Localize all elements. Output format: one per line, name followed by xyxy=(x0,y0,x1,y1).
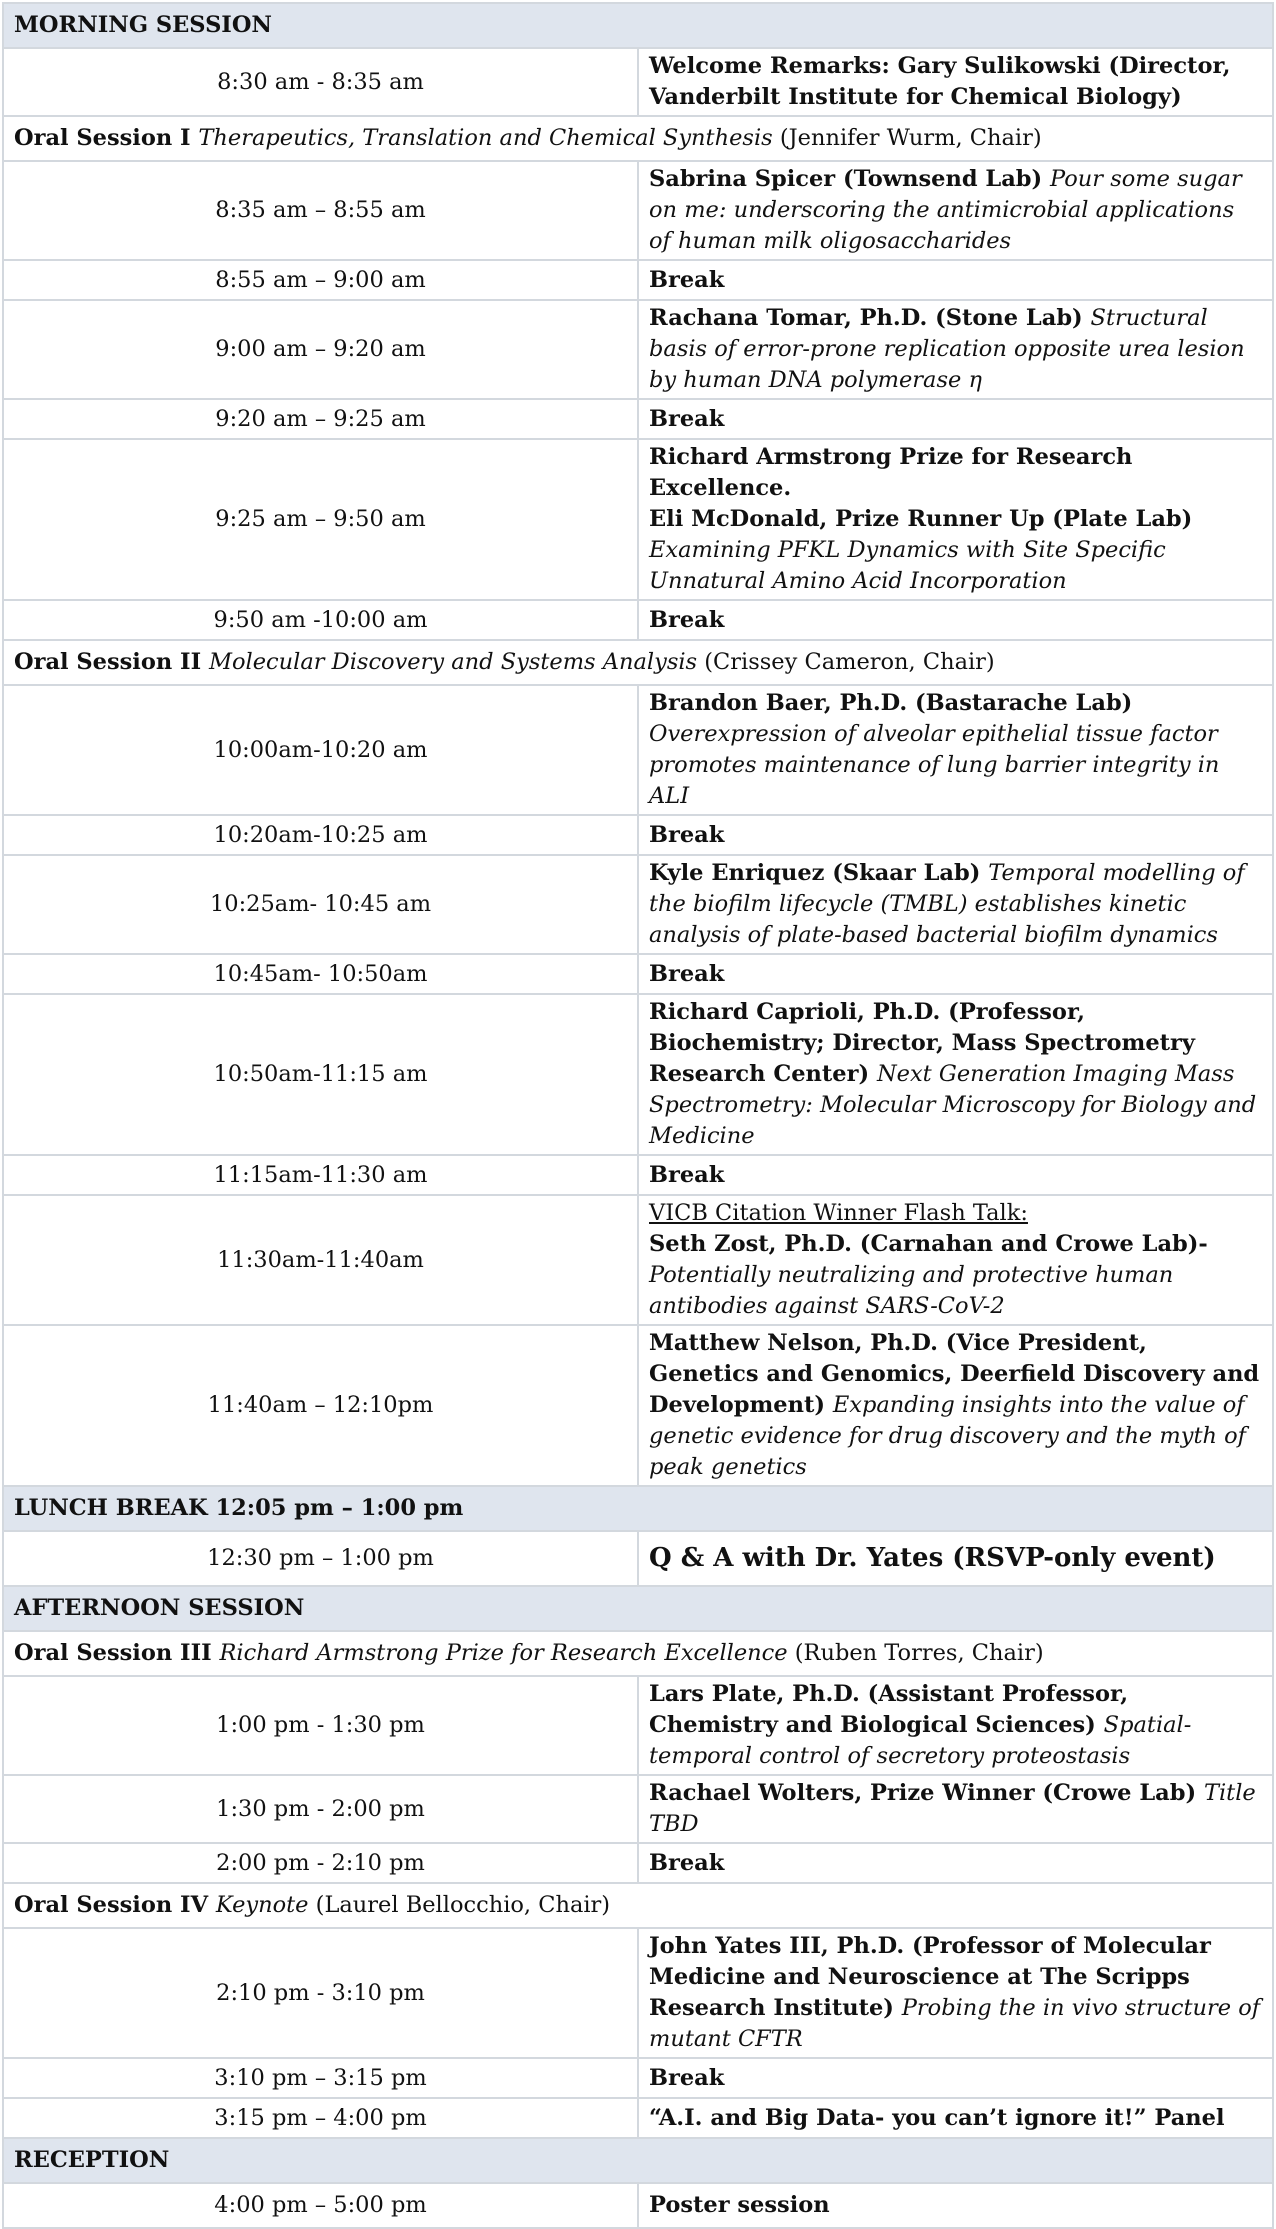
talk-description xyxy=(638,600,1273,640)
text-run: Poster session xyxy=(649,2192,830,2218)
talk-description xyxy=(638,2183,1273,2228)
talk-description xyxy=(638,954,1273,994)
schedule-row xyxy=(3,994,1273,1155)
talk-description xyxy=(638,994,1273,1155)
text-run: Molecular Discovery and Systems Analysis xyxy=(208,649,698,675)
text-run: Oral Session IV xyxy=(14,1892,216,1918)
section-header-label: RECEPTION xyxy=(3,2138,1273,2183)
talk-description xyxy=(638,48,1273,116)
text-run: Expanding insights into the value of genetic evidence for drug discovery and the myth of peak genetics xyxy=(649,1392,1247,1480)
text-run: Break xyxy=(649,266,725,293)
text-run: Title TBD xyxy=(649,1780,1256,1837)
text-run: Sabrina Spicer (Townsend Lab) xyxy=(649,166,1051,192)
talk-description xyxy=(638,1676,1273,1775)
talk-description xyxy=(638,685,1273,815)
time-slot: 8:30 am - 8:35 am xyxy=(3,48,638,116)
text-run: Break xyxy=(649,1161,725,1188)
text-run: Oral Session II xyxy=(14,649,209,675)
time-slot: 9:25 am – 9:50 am xyxy=(3,439,638,600)
schedule-row xyxy=(3,439,1273,600)
schedule-row xyxy=(3,1676,1273,1775)
schedule-body xyxy=(3,3,1273,2228)
section-header-label: AFTERNOON SESSION xyxy=(3,1586,1273,1631)
session-title-row xyxy=(3,640,1273,685)
schedule-row xyxy=(3,954,1273,994)
talk-description xyxy=(638,1843,1273,1883)
text-run: Richard Armstrong Prize for Research Excellence. xyxy=(649,444,1133,501)
text-run: (Laurel Bellocchio, Chair) xyxy=(308,1892,611,1918)
text-run: Richard Armstrong Prize for Research Excellence xyxy=(219,1640,788,1666)
talk-description xyxy=(638,1325,1273,1486)
text-run: Rachael Wolters, Prize Winner (Crowe Lab) xyxy=(649,1780,1204,1806)
text-run: (Jennifer Wurm, Chair) xyxy=(772,125,1042,151)
talk-description xyxy=(638,439,1273,600)
text-run: Lars Plate, Ph.D. (Assistant Professor, Chemistry and Biological Sciences) xyxy=(649,1681,1129,1738)
time-slot: 1:30 pm - 2:00 pm xyxy=(3,1775,638,1843)
schedule-row xyxy=(3,600,1273,640)
schedule-row xyxy=(3,1155,1273,1195)
text-run: Probing the in vivo structure of mutant CFTR xyxy=(649,1995,1261,2052)
text-run: Break xyxy=(649,960,725,987)
time-slot: 1:00 pm - 1:30 pm xyxy=(3,1676,638,1775)
session-title xyxy=(3,640,1273,685)
text-run: Therapeutics, Translation and Chemical Synthesis xyxy=(198,125,773,151)
time-slot: 10:45am- 10:50am xyxy=(3,954,638,994)
session-title-row xyxy=(3,1631,1273,1676)
talk-description xyxy=(638,1775,1273,1843)
text-run: VICB Citation Winner Flash Talk: xyxy=(649,1200,1028,1226)
schedule-row xyxy=(3,1531,1273,1586)
section-header xyxy=(3,2138,1273,2183)
schedule-row xyxy=(3,1843,1273,1883)
schedule-row xyxy=(3,1775,1273,1843)
time-slot: 3:10 pm – 3:15 pm xyxy=(3,2058,638,2098)
talk-description xyxy=(638,1531,1273,1586)
schedule-row xyxy=(3,2098,1273,2138)
time-slot: 10:20am-10:25 am xyxy=(3,815,638,855)
schedule-row xyxy=(3,2058,1273,2098)
time-slot: 2:00 pm - 2:10 pm xyxy=(3,1843,638,1883)
time-slot: 2:10 pm - 3:10 pm xyxy=(3,1928,638,2058)
time-slot: 8:35 am – 8:55 am xyxy=(3,161,638,260)
time-slot: 9:20 am – 9:25 am xyxy=(3,399,638,439)
text-run: Break xyxy=(649,2064,725,2091)
text-run: (Ruben Torres, Chair) xyxy=(787,1640,1044,1666)
session-title-row xyxy=(3,1883,1273,1928)
text-run: Break xyxy=(649,405,725,432)
schedule-row xyxy=(3,1195,1273,1325)
text-run: Next Generation Imaging Mass Spectrometry: Molecular Microscopy for Biology and Medicine xyxy=(649,1061,1257,1149)
text-run: Overexpression of alveolar epithelial tissue factor promotes maintenance of lung barrier integrity in ALI xyxy=(649,721,1220,809)
time-slot: 3:15 pm – 4:00 pm xyxy=(3,2098,638,2138)
text-run: Oral Session I xyxy=(14,125,199,151)
time-slot: 9:50 am -10:00 am xyxy=(3,600,638,640)
text-run: Matthew Nelson, Ph.D. (Vice President, Genetics and Genomics, Deerfield Discovery and Development) xyxy=(649,1330,1260,1418)
text-run: Rachana Tomar, Ph.D. (Stone Lab) xyxy=(649,305,1091,331)
time-slot: 12:30 pm – 1:00 pm xyxy=(3,1531,638,1586)
text-run: Temporal modelling of the biofilm lifecycle (TMBL) establishes kinetic analysis of plate-based bacterial biofilm dynamics xyxy=(649,860,1245,948)
text-run: Spatial-temporal control of secretory proteostasis xyxy=(649,1712,1192,1769)
text-run: (Crissey Cameron, Chair) xyxy=(697,649,995,675)
time-slot: 10:25am- 10:45 am xyxy=(3,855,638,954)
text-run: Keynote xyxy=(215,1892,309,1918)
talk-description xyxy=(638,1155,1273,1195)
schedule-row xyxy=(3,855,1273,954)
section-header xyxy=(3,1586,1273,1631)
text-run: Q & A with Dr. Yates (RSVP-only event) xyxy=(649,1542,1216,1573)
session-title xyxy=(3,116,1273,161)
talk-description xyxy=(638,300,1273,399)
text-run: Examining PFKL Dynamics with Site Specific Unnatural Amino Acid Incorporation xyxy=(649,537,1166,594)
schedule-row xyxy=(3,300,1273,399)
text-run: John Yates III, Ph.D. (Professor of Molecular Medicine and Neuroscience at The Scripps Research Institute) xyxy=(649,1933,1211,2021)
text-run: Break xyxy=(649,821,725,848)
text-run: Brandon Baer, Ph.D. (Bastarache Lab) xyxy=(649,690,1133,716)
schedule-row xyxy=(3,2183,1273,2228)
talk-description xyxy=(638,2058,1273,2098)
time-slot: 11:15am-11:30 am xyxy=(3,1155,638,1195)
talk-description xyxy=(638,855,1273,954)
time-slot: 10:00am-10:20 am xyxy=(3,685,638,815)
text-run: Potentially neutralizing and protective human antibodies against SARS-CoV-2 xyxy=(649,1262,1174,1319)
schedule-row xyxy=(3,260,1273,300)
section-header-label: MORNING SESSION xyxy=(3,3,1273,48)
section-header-label: LUNCH BREAK 12:05 pm – 1:00 pm xyxy=(3,1486,1273,1531)
schedule-row xyxy=(3,161,1273,260)
time-slot: 11:40am – 12:10pm xyxy=(3,1325,638,1486)
text-run: Break xyxy=(649,1849,725,1876)
text-run: Break xyxy=(649,606,725,633)
talk-description xyxy=(638,161,1273,260)
session-title xyxy=(3,1631,1273,1676)
text-run: “A.I. and Big Data- you can’t ignore it!” Panel xyxy=(649,2104,1225,2131)
schedule-table xyxy=(2,2,1274,2229)
text-run: Oral Session III xyxy=(14,1640,220,1666)
schedule-row xyxy=(3,48,1273,116)
talk-description xyxy=(638,399,1273,439)
schedule-row xyxy=(3,815,1273,855)
text-run: Welcome Remarks: Gary Sulikowski (Director, Vanderbilt Institute for Chemical Biology) xyxy=(649,53,1231,110)
talk-description xyxy=(638,260,1273,300)
talk-description xyxy=(638,1928,1273,2058)
schedule-row xyxy=(3,399,1273,439)
time-slot: 9:00 am – 9:20 am xyxy=(3,300,638,399)
schedule-row xyxy=(3,1325,1273,1486)
schedule-row xyxy=(3,685,1273,815)
text-run: Richard Caprioli, Ph.D. (Professor, Biochemistry; Director, Mass Spectrometry Research Center) xyxy=(649,999,1195,1087)
section-header xyxy=(3,3,1273,48)
text-run: Seth Zost, Ph.D. (Carnahan and Crowe Lab)- xyxy=(649,1231,1208,1257)
text-run: Eli McDonald, Prize Runner Up (Plate Lab) xyxy=(649,506,1193,532)
talk-description xyxy=(638,815,1273,855)
section-header xyxy=(3,1486,1273,1531)
time-slot: 8:55 am – 9:00 am xyxy=(3,260,638,300)
text-run: Pour some sugar on me: underscoring the antimicrobial applications of human milk oligosaccharides xyxy=(649,166,1242,254)
talk-description xyxy=(638,1195,1273,1325)
time-slot: 11:30am-11:40am xyxy=(3,1195,638,1325)
session-title-row xyxy=(3,116,1273,161)
talk-description xyxy=(638,2098,1273,2138)
schedule-row xyxy=(3,1928,1273,2058)
session-title xyxy=(3,1883,1273,1928)
time-slot: 4:00 pm – 5:00 pm xyxy=(3,2183,638,2228)
text-run: Kyle Enriquez (Skaar Lab) xyxy=(649,860,989,886)
text-run: Structural basis of error-prone replication opposite urea lesion by human DNA polymerase η xyxy=(649,305,1245,393)
time-slot: 10:50am-11:15 am xyxy=(3,994,638,1155)
